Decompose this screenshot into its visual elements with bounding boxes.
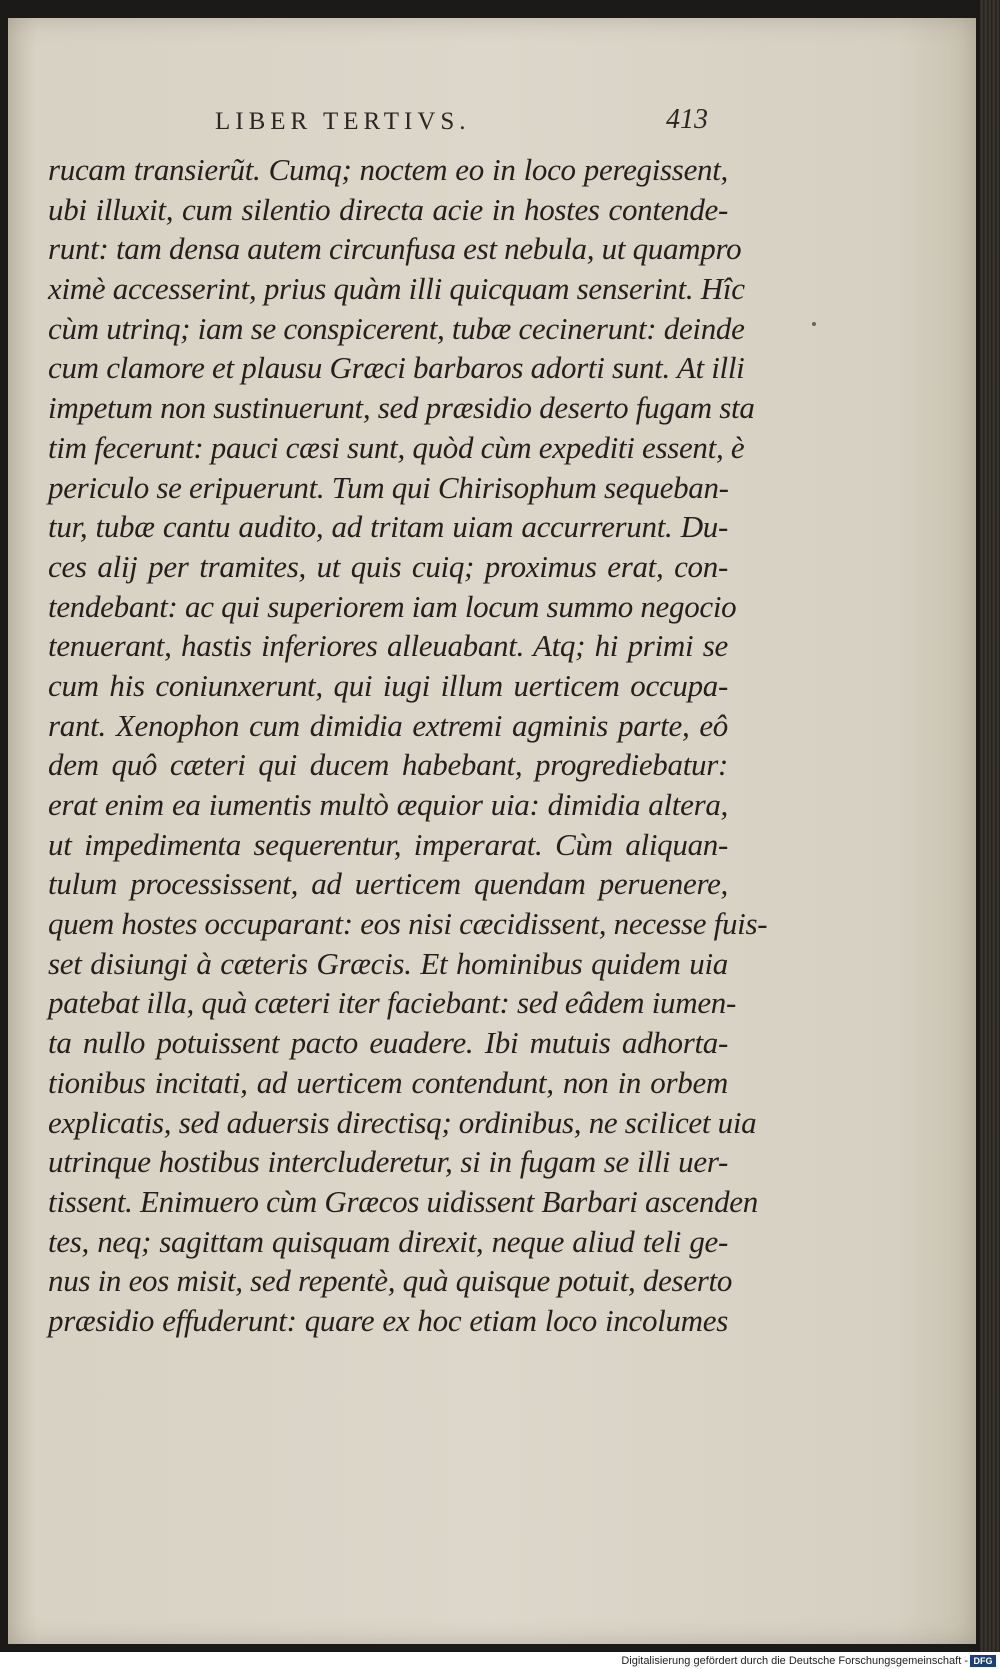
text-line: set disiungi à cæteris Græcis. Et hominibus quidem uia — [48, 945, 728, 981]
book-fore-edge — [980, 0, 1000, 1652]
text-line: tionibus incitati, ad uerticem contendunt, non in orbem — [48, 1064, 728, 1100]
text-line: tur, tubæ cantu audito, ad tritam uiam accurrerunt. Du- — [48, 509, 728, 545]
text-line: runt: tam densa autem circunfusa est nebula, ut quampro — [48, 231, 742, 267]
running-head: LIBER TERTIVS. — [215, 108, 471, 135]
text-line: tim fecerunt: pauci cæsi sunt, quòd cùm expediti essent, è — [48, 429, 745, 465]
text-line: tendebant: ac qui superiorem iam locum summo negocio — [48, 588, 737, 624]
text-line: rucam transierũt. Cumq; noctem eo in loco peregissent, — [48, 152, 728, 187]
funding-credit: Digitalisierung gefördert durch die Deutsche Forschungsgemeinschaft - — [621, 1655, 968, 1667]
body-text — [48, 150, 768, 1341]
dfg-logo: DFG — [970, 1655, 996, 1667]
text-line: quem hostes occuparant: eos nisi cæcidissent, necesse fuis- — [48, 906, 768, 942]
text-line: periculo se eripuerunt. Tum qui Chirisophum sequeban- — [48, 469, 729, 505]
text-line: cùm utrinq; iam se conspicerent, tubæ cecinerunt: deinde — [48, 310, 745, 346]
text-line: tulum processissent, ad uerticem quendam peruenere, — [48, 866, 728, 902]
text-line: cum clamore et plausu Græci barbaros adorti sunt. At illi — [48, 350, 745, 386]
text-line: rant. Xenophon cum dimidia extremi agminis parte, eô — [48, 707, 728, 743]
text-line: ubi illuxit, cum silentio directa acie in hostes contende- — [48, 191, 728, 227]
text-line: erat enim ea iumentis multò æquior uia: dimidia altera, — [48, 787, 728, 822]
text-line: patebat illa, quà cæteri iter faciebant: sed eâdem iumen- — [48, 985, 736, 1021]
text-line: utrinque hostibus intercluderetur, si in fugam se illi uer- — [48, 1144, 728, 1180]
text-line: tissent. Enimuero cùm Græcos uidissent Barbari ascenden — [48, 1183, 758, 1219]
text-line: tenuerant, hastis inferiores alleuabant. Atq; hi primi se — [48, 628, 728, 664]
text-line: ces alij per tramites, ut quis cuiq; proximus erat, con- — [48, 548, 728, 584]
text-line: præsidio effuderunt: quare ex hoc etiam loco incolumes — [48, 1302, 728, 1338]
text-line: explicatis, sed aduersis directisq; ordinibus, ne scilicet uia — [48, 1104, 757, 1140]
text-line: impetum non sustinuerunt, sed præsidio deserto fugam sta — [48, 390, 755, 426]
footer-bar — [0, 1652, 1000, 1669]
text-line: tes, neq; sagittam quisquam direxit, neque aliud teli ge- — [48, 1223, 728, 1259]
text-line: dem quô cæteri qui ducem habebant, progrediebatur: — [48, 747, 728, 783]
text-line: nus in eos misit, sed repentè, quà quisque potuit, deserto — [48, 1263, 733, 1299]
text-line: ut impedimenta sequerentur, imperarat. Cùm aliquan- — [48, 826, 728, 862]
page-number: 413 — [666, 104, 708, 135]
ink-spot — [812, 322, 816, 326]
text-line: ximè accesserint, prius quàm illi quicquam senserint. Hîc — [48, 271, 745, 307]
text-line: ta nullo potuissent pacto euadere. Ibi mutuis adhorta- — [48, 1025, 728, 1061]
text-line: cum his coniunxerunt, qui iugi illum uerticem occupa- — [48, 667, 728, 703]
